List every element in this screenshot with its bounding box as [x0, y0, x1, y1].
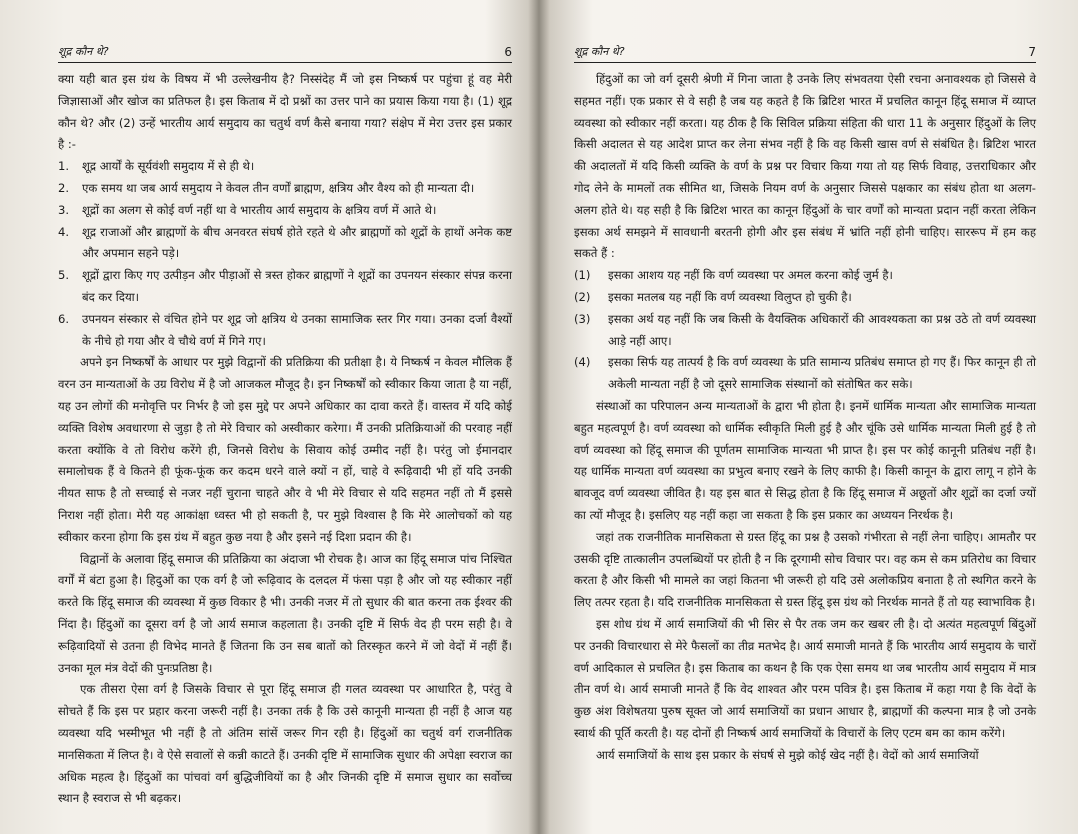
list-text: शूद्र राजाओं और ब्राह्मणों के बीच अनवरत संघर्ष होते रहते थे और ब्राह्मणों को शूद्रों के हाथों अनेक कष्ट और अपमान सहने पड़े। — [82, 224, 512, 261]
paragraph: आर्य समाजियों के साथ इस प्रकार के संघर्ष से मुझे कोई खेद नहीं है। वेदों को आर्य समाजियों — [596, 747, 979, 762]
paragraph: अपने इन निष्कर्षों के आधार पर मुझे विद्वानों की प्रतिक्रिया की प्रतीक्षा है। ये निष्कर्ष न केवल मौलिक हैं वरन उन मान्यताओं के उग्र विरोध में है जो आजकल मौजूद है। इन निष्कर्षों को स्वीकार किया जाता है या नहीं, यह उन लोगों की मनोवृत्ति पर निर्भर है जो इस मुद्दे पर अपने अधिकार का दावा करते हैं। वास्तव में यदि कोई व्यक्ति विशेष अवधारणा से जुड़ा है तो मेरे विचार को अस्वीकार करेगा। मैं उनकी प्रतिक्रियाओं की परवाह नहीं करता क्योंकि वे तो विरोध करेंगे ही, जिनसे विरोध के सिवाय कोई उम्मीद नहीं है। परंतु जो ईमानदार समालोचक हैं वे कितने ही फूंक-फूंक कर कदम धरने वाले क्यों न हों, चाहे वे रूढ़िवादी भी हों यदि उनकी नीयत साफ है तो सच्चाई से नजर नहीं चुराना चाहते और वे भी मेरे विचार से यदि सहमत नहीं तो मैं इससे निराश नहीं होता। मेरी यह आकांक्षा ध्वस्त भी हो सकती है, पर मुझे विश्वास है कि मेरे आलोचकों को यह स्वीकार करना होगा कि इस ग्रंथ में बहुत कुछ नया है और इसने नई दिशा प्रदान की है। — [58, 355, 512, 544]
list-number: 6. — [58, 311, 70, 326]
list-number: 3. — [58, 202, 70, 217]
left-page — [0, 0, 532, 834]
paragraph: एक तीसरा ऐसा वर्ग है जिसके विचार से पूरा हिंदू समाज ही गलत व्यवस्था पर आधारित है, परंतु वे सोचते हैं कि इस पर प्रहार करना जरूरी नहीं है। उनका तर्क है कि उसे कानूनी मान्यता ही नहीं है आज यह व्यवस्था यदि भस्मीभूत भी नहीं है तो अंतिम सांसें जरूर गिन रही है। हिंदुओं का चतुर्थ वर्ग राजनीतिक मानसिकता में लिप्त है। वे ऐसे सवालों से कन्नी काटते हैं। उनकी दृष्टि में सामाजिक सुधार की अपेक्षा स्वराज का अधिक महत्व है। हिंदुओं का पांचवां वर्ग बुद्धिजीवियों का है और जिनकी दृष्टि में समाज सुधार का सर्वोच्च स्थान है स्वराज से भी बढ़कर। — [58, 682, 512, 806]
list-number: 1. — [58, 159, 70, 174]
paragraph: जहां तक राजनीतिक मानसिकता से ग्रस्त हिंदू का प्रश्न है उसको गंभीरता से नहीं लेना चाहिए। आमतौर पर उसकी दृष्टि तात्कालीन उपलब्धियों पर होती है न कि दूरगामी सोच विचार पर। वह कम से कम प्रतिरोध का विचार करता है और किसी भी मामले का जहां कितना भी जरूरी हो यदि उसे अलोकप्रिय बनाता है तो स्थगित करने के लिए तत्पर रहता है। यदि राजनीतिक मानसिकता से ग्रस्त हिंदू इस ग्रंथ को निरर्थक मानते हैं तो यह स्वाभाविक है। — [574, 529, 1036, 610]
list-item — [58, 156, 512, 178]
list-number: (4) — [574, 355, 591, 370]
running-head-left — [58, 44, 512, 63]
list-item — [574, 287, 1036, 309]
running-head-right — [574, 44, 1036, 63]
list-item — [58, 200, 512, 222]
list-item — [574, 309, 1036, 353]
list-number: (3) — [574, 311, 591, 326]
legal-points-list — [574, 265, 1036, 396]
list-number: (1) — [574, 268, 591, 283]
page-number: 6 — [504, 45, 512, 59]
list-item — [574, 265, 1036, 287]
list-number: 4. — [58, 224, 70, 239]
list-text: इसका मतलब यह नहीं कि वर्ण व्यवस्था विलुप्त हो चुकी है। — [608, 289, 852, 304]
list-item — [574, 352, 1036, 396]
running-title: शूद्र कौन थे? — [574, 45, 625, 58]
list-item — [58, 309, 512, 353]
list-item — [58, 222, 512, 266]
list-text: एक समय था जब आर्य समुदाय ने केवल तीन वर्णों ब्राह्मण, क्षत्रिय और वैश्य को ही मान्यता दी। — [82, 180, 475, 195]
running-title: शूद्र कौन थे? — [58, 45, 109, 58]
paragraph: विद्वानों के अलावा हिंदू समाज की प्रतिक्रिया का अंदाजा भी रोचक है। आज का हिंदू समाज पांच निश्चित वर्गों में बंटा हुआ है। हिदुओं का एक वर्ग है जो रूढ़िवाद के दलदल में फंसा पड़ा है और जो यह स्वीकार नहीं करते कि हिंदू समाज की व्यवस्था में कुछ विकार है भी। उनकी नजर में तो सुधार की बात करना तक ईश्वर की निंदा है। हिंदुओं का दूसरा वर्ग है जो आर्य समाज कहलाता है। उनकी दृष्टि में सिर्फ वेद ही परम सही है। वे रूढ़िवादियों से उतना ही विभेद मानते हैं जितना कि उन सब बातों को तिरस्कृत करने में जो वेदों में नहीं हैं। उनका मूल मंत्र वेदों की पुनःप्रतिष्ठा है। — [58, 551, 512, 675]
list-text: शूद्रों द्वारा किए गए उत्पीड़न और पीड़ाओं से त्रस्त होकर ब्राह्मणों ने शूद्रों का उपनयन संस्कार संपन्न करना बंद कर दिया। — [82, 268, 512, 304]
paragraph: हिंदुओं का जो वर्ग दूसरी श्रेणी में गिना जाता है उनके लिए संभवतया ऐसी रचना अनावश्यक हो जिससे वे सहमत नहीं। एक प्रकार से वे सही है जब यह कहते है कि ब्रिटिश भारत में प्रचलित कानून हिंदू समाज में व्याप्त व्यवस्था को स्वीकार नहीं करता। यह ठीक है कि सिविल प्रक्रिया संहिता की धारा 11 के अनुसार हिंदुओं के लिए किसी अदालत से यह आदेश प्राप्त कर लेना संभव नहीं है कि वह किसी खास वर्ण से संबंधित है। ब्रिटिश भारत की अदालतों में यदि किसी व्यक्ति के वर्ण के प्रश्न पर विचार किया गया तो यह सिर्फ विवाह, उत्तराधिकार और गोद लेने के मामलों तक सीमित था, जिसके नियम वर्ण के अनुसार जिससे पक्षकार का संबंध होता था अलग-अलग होते थे। यह सही है कि ब्रिटिश भारत का कानून हिंदुओं के चार वर्णों को मान्यता प्रदान नहीं करता लेकिन इसका अर्थ समझने में सावधानी बरतनी होगी और इस संबंध में भ्रांति नहीं होनी चाहिए। साररूप में हम कह सकते हैं : — [574, 72, 1036, 261]
list-number: 2. — [58, 180, 70, 195]
paragraph: संस्थाओं का परिपालन अन्य मान्यताओं के द्वारा भी होता है। इनमें धार्मिक मान्यता और सामाजिक मान्यता बहुत महत्वपूर्ण है। वर्ण व्यवस्था को धार्मिक स्वीकृति मिली हुई है और चूंकि उसे धार्मिक मान्यता मिली हुई है तो वर्ण व्यवस्था को हिंदू समाज की पूर्णतम सामाजिक मान्यता भी प्राप्त है। इस पर कोई कानूनी प्रतिबंध नहीं है। यह धार्मिक मान्यता वर्ण व्यवस्था का प्रभुत्व बनाए रखने के लिए काफी है। किसी कानून के द्वारा लागू न होने के बावजूद वर्ण व्यवस्था जीवित है। यह इस बात से सिद्ध होता है कि हिंदू समाज में अछूतों और शूद्रों का दर्जा ज्यों का त्यों मौजूद है। इसलिए यह नहीं कहा जा सकता है कि इस प्रकार का अध्ययन निरर्थक है। — [574, 398, 1036, 522]
paragraph: क्या यही बात इस ग्रंथ के विषय में भी उल्लेखनीय है? निस्संदेह मैं जो इस निष्कर्ष पर पहुंचा हूं वह मेरी जिज्ञासाओं और खोज का प्रतिफल है। इस किताब में दो प्रश्नों का उत्तर पाने का प्रयास किया गया है। (1) शूद्र कौन थे? और (2) उन्हें भारतीय आर्य समुदाय का चतुर्थ वर्ण कैसे बनाया गया? संक्षेप में मेरा उत्तर इस प्रकार है :- — [58, 72, 512, 152]
list-number: (2) — [574, 289, 591, 304]
list-item — [58, 265, 512, 309]
left-body — [58, 69, 512, 810]
list-text: शूद्रों का अलग से कोई वर्ण नहीं था वे भारतीय आर्य समुदाय के क्षत्रिय वर्ण में आते थे। — [82, 202, 437, 217]
list-text: इसका सिर्फ यह तात्पर्य है कि वर्ण व्यवस्था के प्रति सामान्य प्रतिबंध समाप्त हो गए हैं। फिर कानून ही तो अकेली मान्यता नहीं है जो दूसरे सामाजिक संस्थानों को संतोषित कर सके। — [608, 355, 1036, 392]
right-page — [548, 0, 1078, 834]
right-body — [574, 69, 1036, 767]
paragraph: इस शोध ग्रंथ में आर्य समाजियों की भी सिर से पैर तक जम कर खबर ली है। दो अत्यंत महत्वपूर्ण बिंदुओं पर उनकी विचारधारा से मेरे फैसलों का तीव्र मतभेद है। आर्य समाजी मानते हैं कि भारतीय आर्य समुदाय के चारों वर्ण आदिकाल से प्रचलित है। इस किताब का कथन है कि एक ऐसा समय था जब भारतीय आर्य समुदाय में मात्र तीन वर्ण थे। आर्य समाजी मानते हैं कि वेद शाश्वत और परम पवित्र है। इस किताब में कहा गया है कि वेदों के कुछ अंश विशेषतया पुरुष सूक्त जो आर्य समाजियों का प्रधान आधार है, ब्राह्मणों की कल्पना मात्र है जो उनके स्वार्थ की पूर्ति करती है। यह दोनों ही निष्कर्ष आर्य समाजियों के विचारों के लिए एटम बम का काम करेंगे। — [574, 616, 1036, 740]
list-number: 5. — [58, 268, 70, 283]
list-item — [58, 178, 512, 200]
list-text: उपनयन संस्कार से वंचित होने पर शूद्र जो क्षत्रिय थे उनका सामाजिक स्तर गिर गया। उनका दर्जा वैश्यों के नीचे हो गया और वे चौथे वर्ण में गिने गए। — [82, 311, 512, 348]
list-text: शूद्र आर्यों के सूर्यवंशी समुदाय में से ही थे। — [82, 159, 255, 174]
conclusions-list — [58, 156, 512, 352]
list-text: इसका अर्थ यह नहीं कि जब किसी के वैयक्तिक अधिकारों की आवश्यकता का प्रश्न उठे तो वर्ण व्यवस्था आड़े नहीं आए। — [608, 311, 1036, 348]
list-text: इसका आशय यह नहीं कि वर्ण व्यवस्था पर अमल करना कोई जुर्म है। — [608, 268, 893, 283]
page-number: 7 — [1028, 45, 1036, 59]
